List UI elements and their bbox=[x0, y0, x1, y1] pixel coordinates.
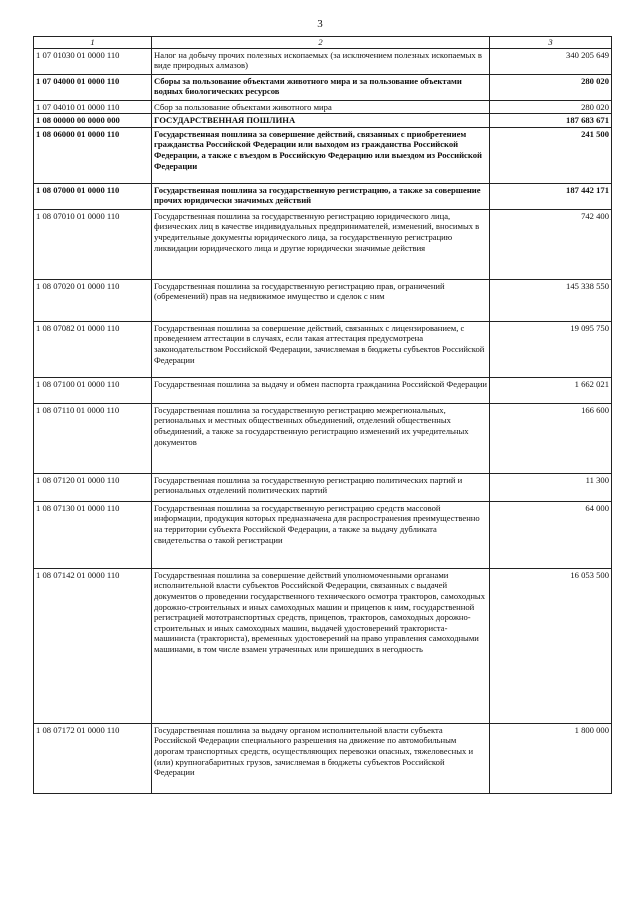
revenue-name-cell: Государственная пошлина за государственную регистрацию межрегиональных, региональных и местных общественных объединений, отделений общественных объединений, а также за государственную регистрацию изменений их учредительных документов bbox=[152, 403, 490, 473]
revenue-name-cell: Государственная пошлина за государственную регистрацию юридического лица, физических лиц в качестве индивидуальных предпринимателей, изменений, вносимых в учредительные документы юридического лица, за государственную регистрацию ликвидации юридического лица и другие юридически значимые действия bbox=[152, 209, 490, 279]
column-header-amount: 3 bbox=[490, 37, 612, 49]
revenue-name-cell: Государственная пошлина за совершение действий, связанных с приобретением гражданства Российской Федерации или выходом из гражданства Российской Федерации, а также с въездом в Российскую Федерацию или выездом из Российской Федерации bbox=[152, 127, 490, 183]
revenue-name-cell: Налог на добычу прочих полезных ископаемых (за исключением полезных ископаемых в виде природных алмазов) bbox=[152, 48, 490, 74]
column-header-code: 1 bbox=[34, 37, 152, 49]
revenue-name-cell: Сбор за пользование объектами животного мира bbox=[152, 100, 490, 114]
amount-cell: 1 662 021 bbox=[490, 377, 612, 403]
revenue-name-cell: Государственная пошлина за выдачу и обмен паспорта гражданина Российской Федерации bbox=[152, 377, 490, 403]
budget-code-cell: 1 08 07100 01 0000 110 bbox=[34, 377, 152, 403]
budget-code-cell: 1 08 00000 00 0000 000 bbox=[34, 114, 152, 128]
amount-cell: 340 205 649 bbox=[490, 48, 612, 74]
budget-code-cell: 1 08 07110 01 0000 110 bbox=[34, 403, 152, 473]
budget-code-cell: 1 08 07010 01 0000 110 bbox=[34, 209, 152, 279]
amount-cell: 280 020 bbox=[490, 74, 612, 100]
table-row bbox=[34, 183, 612, 209]
table-row bbox=[34, 377, 612, 403]
budget-code-cell: 1 07 04010 01 0000 110 bbox=[34, 100, 152, 114]
revenue-name-cell: Государственная пошлина за государственную регистрацию политических партий и региональных отделений политических партий bbox=[152, 473, 490, 501]
table-row bbox=[34, 74, 612, 100]
amount-cell: 187 442 171 bbox=[490, 183, 612, 209]
table-row bbox=[34, 127, 612, 183]
table-row bbox=[34, 100, 612, 114]
table-row bbox=[34, 723, 612, 793]
budget-code-cell: 1 07 01030 01 0000 110 bbox=[34, 48, 152, 74]
revenue-name-cell: Государственная пошлина за выдачу органом исполнительной власти субъекта Российской Федерации специального разрешения на движение по автомобильным дорогам транспортных средств, осуществляющих перевозки опасных, тяжеловесных и (или) крупногабаритных грузов, зачисляемая в бюджеты субъектов Российской Федерации bbox=[152, 723, 490, 793]
revenue-name-cell: Государственная пошлина за государственную регистрацию средств массовой информации, продукция которых предназначена для распространения преимущественно на территории субъекта Российской Федерации, а также за выдачу дубликата свидетельства о такой регистрации bbox=[152, 501, 490, 568]
table-row bbox=[34, 403, 612, 473]
budget-code-cell: 1 08 06000 01 0000 110 bbox=[34, 127, 152, 183]
table-row bbox=[34, 501, 612, 568]
revenue-name-cell: Государственная пошлина за государственную регистрацию, а также за совершение прочих юридически значимых действий bbox=[152, 183, 490, 209]
table-row bbox=[34, 321, 612, 377]
revenue-name-cell: Государственная пошлина за совершение действий уполномоченными органами исполнительной власти субъектов Российской Федерации, связанных с выдачей документов о проведении государственного технического осмотра тракторов, самоходных дорожно-строительных и иных самоходных машин и прицепов к ним, государственной регистрацией мототранспортных средств, прицепов, тракторов, самоходных дорожно-строительных и иных самоходных машин, выдачей удостоверений тракториста-машиниста (тракториста), временных удостоверений на право управления самоходными машинами, в том числе взамен утраченных или пришедших в негодность bbox=[152, 568, 490, 723]
budget-code-cell: 1 08 07142 01 0000 110 bbox=[34, 568, 152, 723]
table-row bbox=[34, 568, 612, 723]
budget-revenue-table bbox=[33, 36, 612, 794]
budget-code-cell: 1 08 07082 01 0000 110 bbox=[34, 321, 152, 377]
amount-cell: 1 800 000 bbox=[490, 723, 612, 793]
revenue-name-cell: Государственная пошлина за совершение действий, связанных с лицензированием, с проведением аттестации в случаях, если такая аттестация предусмотрена законодательством Российской Федерации, зачисляемая в бюджеты субъектов Российской Федерации bbox=[152, 321, 490, 377]
amount-cell: 19 095 750 bbox=[490, 321, 612, 377]
table-row bbox=[34, 114, 612, 128]
budget-code-cell: 1 08 07000 01 0000 110 bbox=[34, 183, 152, 209]
amount-cell: 742 400 bbox=[490, 209, 612, 279]
table-row bbox=[34, 48, 612, 74]
budget-code-cell: 1 08 07130 01 0000 110 bbox=[34, 501, 152, 568]
column-header-name: 2 bbox=[152, 37, 490, 49]
budget-code-cell: 1 08 07172 01 0000 110 bbox=[34, 723, 152, 793]
amount-cell: 280 020 bbox=[490, 100, 612, 114]
amount-cell: 241 500 bbox=[490, 127, 612, 183]
budget-code-cell: 1 08 07120 01 0000 110 bbox=[34, 473, 152, 501]
amount-cell: 11 300 bbox=[490, 473, 612, 501]
budget-code-cell: 1 07 04000 01 0000 110 bbox=[34, 74, 152, 100]
revenue-name-cell: Государственная пошлина за государственную регистрацию прав, ограничений (обременений) прав на недвижимое имущество и сделок с ним bbox=[152, 279, 490, 321]
revenue-name-cell: Сборы за пользование объектами животного мира и за пользование объектами водных биологических ресурсов bbox=[152, 74, 490, 100]
amount-cell: 16 053 500 bbox=[490, 568, 612, 723]
amount-cell: 187 683 671 bbox=[490, 114, 612, 128]
table-row bbox=[34, 279, 612, 321]
amount-cell: 166 600 bbox=[490, 403, 612, 473]
page-number: 3 bbox=[317, 18, 323, 30]
budget-code-cell: 1 08 07020 01 0000 110 bbox=[34, 279, 152, 321]
table-row bbox=[34, 209, 612, 279]
amount-cell: 145 338 550 bbox=[490, 279, 612, 321]
amount-cell: 64 000 bbox=[490, 501, 612, 568]
table-row bbox=[34, 473, 612, 501]
revenue-name-cell: ГОСУДАРСТВЕННАЯ ПОШЛИНА bbox=[152, 114, 490, 128]
table-header-row bbox=[34, 37, 612, 49]
